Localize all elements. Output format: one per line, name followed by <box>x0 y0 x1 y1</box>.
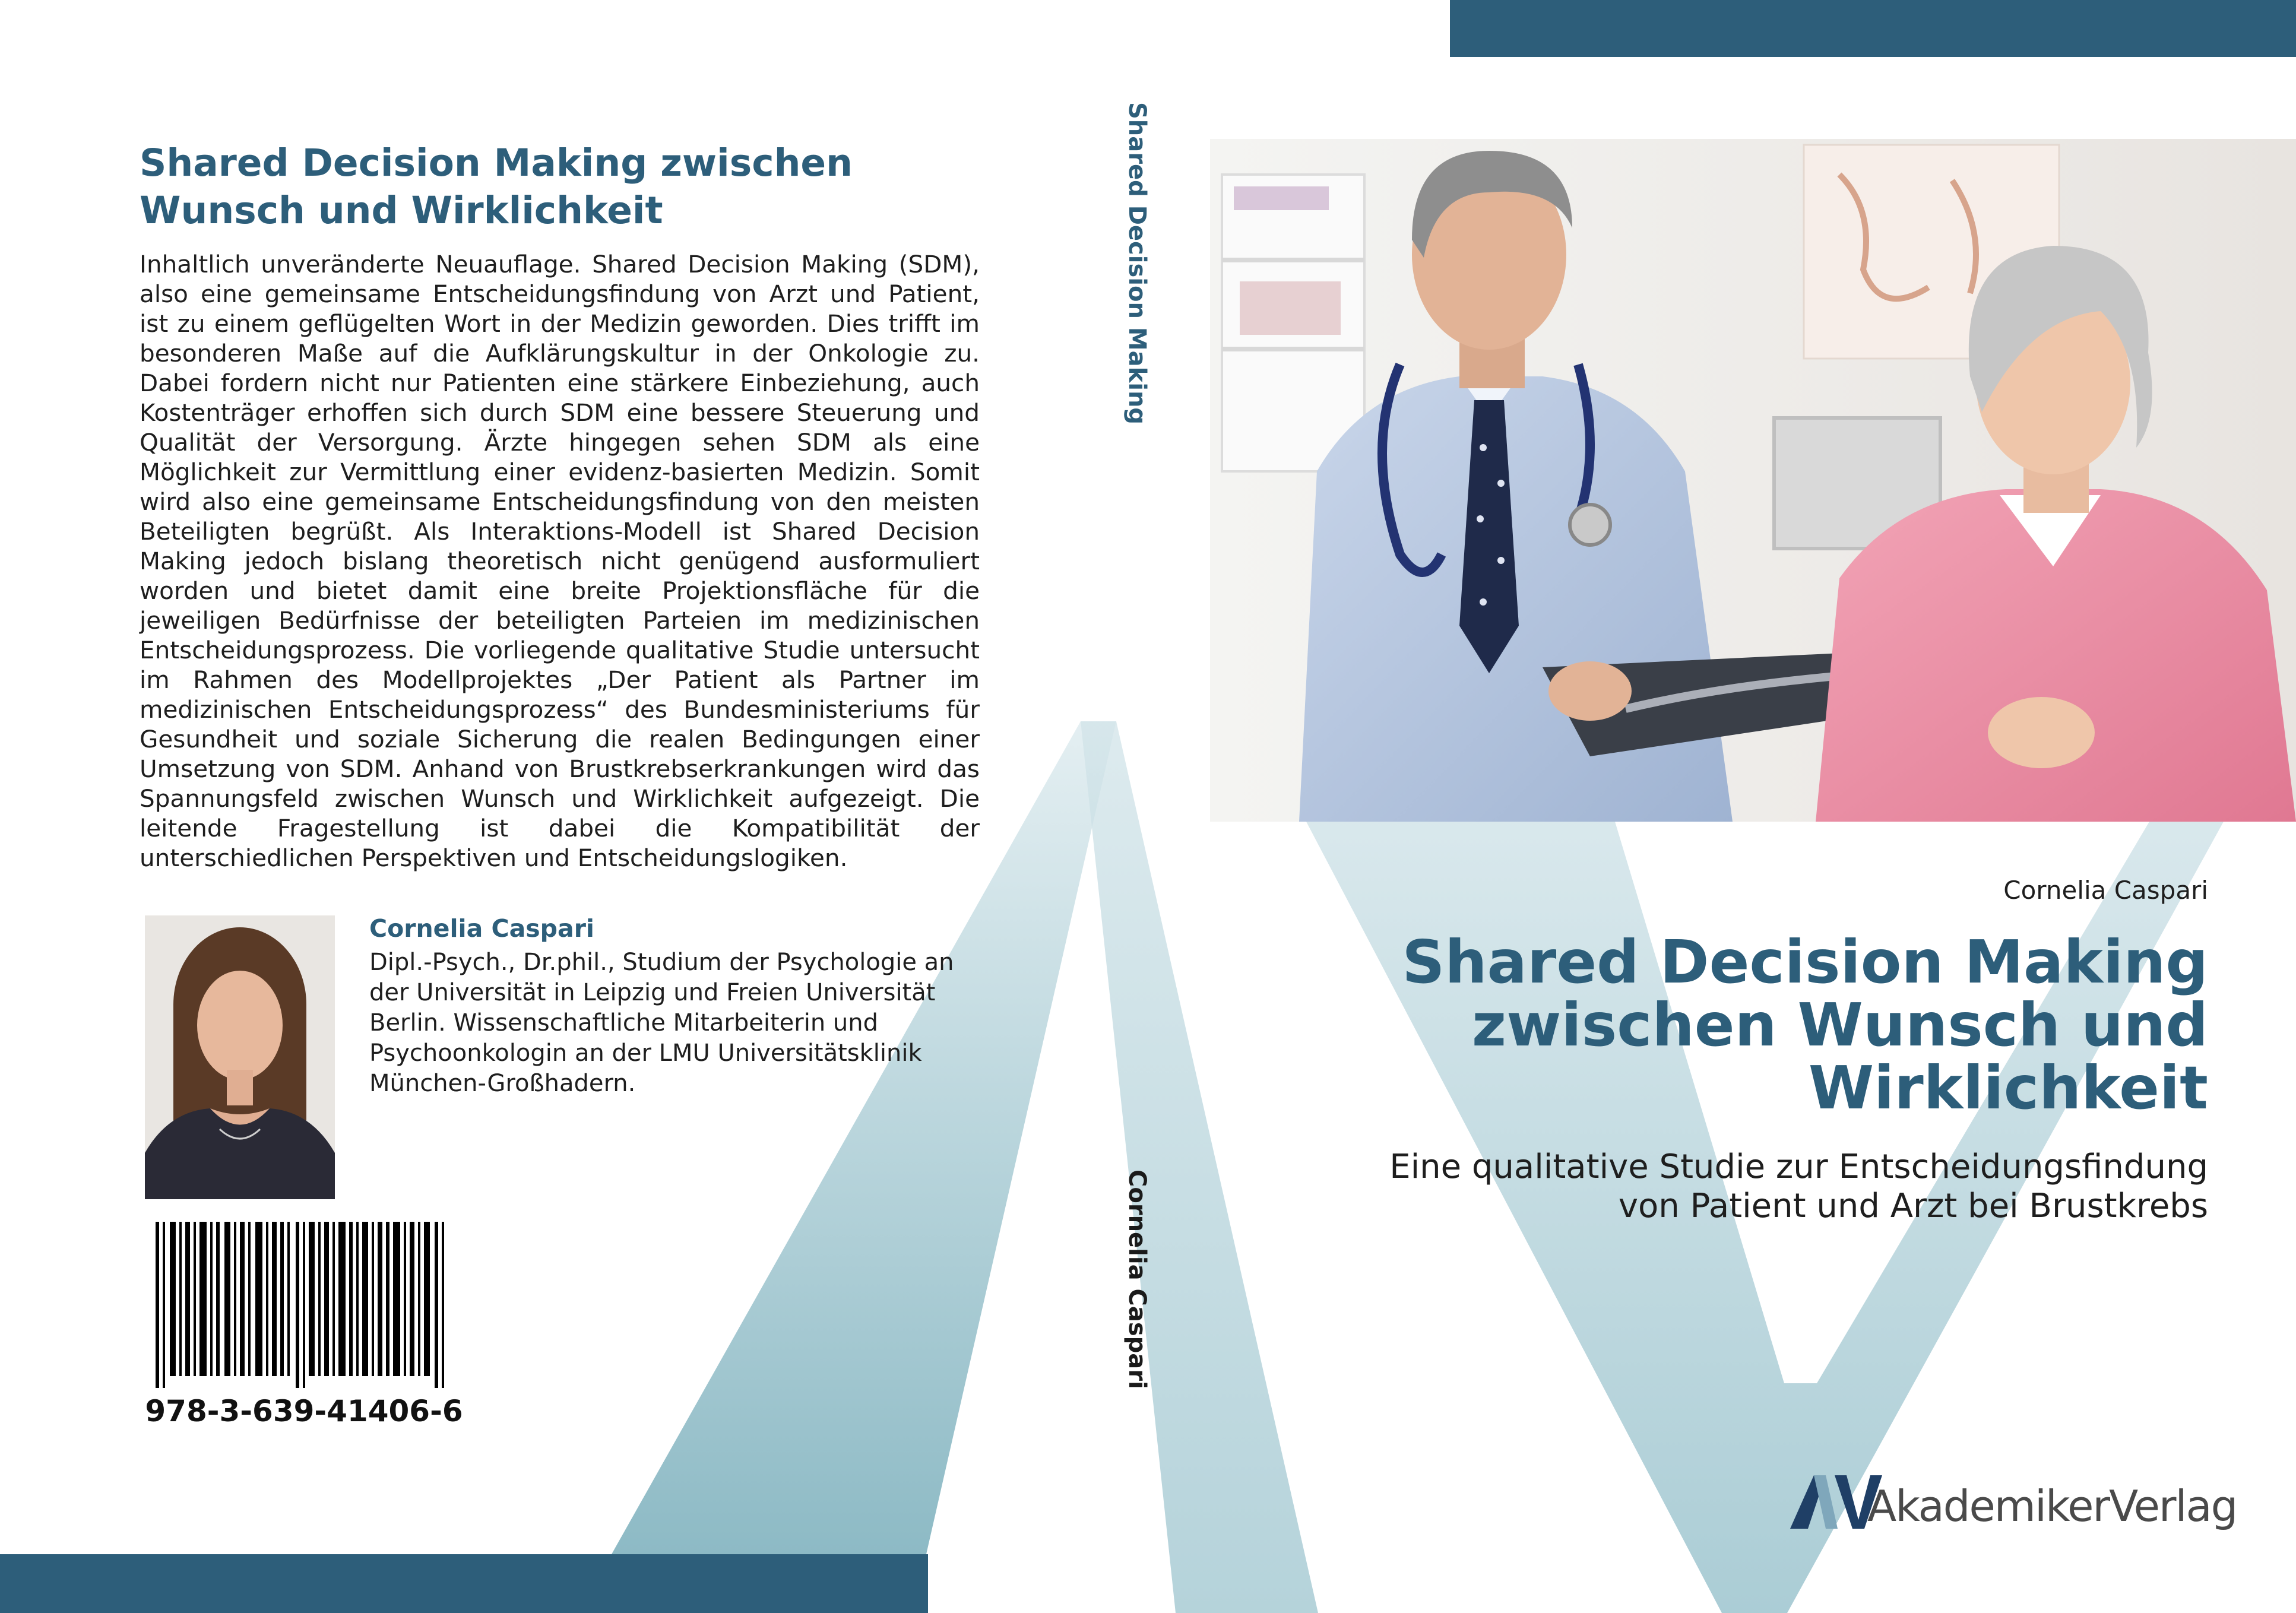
barcode-icon <box>153 1222 462 1388</box>
top-color-band <box>1450 0 2296 57</box>
back-author-name: Cornelia Caspari <box>369 914 594 943</box>
bottom-color-band <box>0 1554 928 1613</box>
spine-title: Shared Decision Making <box>1123 102 1151 425</box>
front-title <box>1377 927 2208 1123</box>
back-cover-blurb: Inhaltlich unveränderte Neuauflage. Shared Decision Making (SDM), also eine gemeinsame Entscheidungsfindung von Arzt und Patient, ist zu einem geflügelten Wort in der Medizin geworden. Dies trifft im besonderen Maße auf die Aufklärungskultur in der Onkologie zu. Dabei fordern nicht nur Patienten eine stärkere Einbeziehung, auch Kostenträger erhoffen sich durch SDM eine bessere Steuerung und Qualität der Versorgung. Ärzte hingegen sehen SDM als eine Möglichkeit zur Vermittlung einer evidenz-basierten Medizin. Somit wird also eine gemeinsame Entscheidungsfindung von den meisten Beteiligten begrüßt. Als Interaktions-Modell ist Shared Decision Making jedoch bislang theoretisch nicht genügend ausformuliert worden und bietet damit eine breite Projektionsfläche für die jeweiligen Bedürfnisse der beteiligten Parteien im medizinischen Entscheidungsprozess. Die vorliegende qualitative Studie untersucht im Rahmen des Modellprojektes „Der Patient als Partner im medizinischen Entscheidungsprozess“ des Bundesministeriums für Gesundheit und soziale Sicherung die realen Bedingungen einer Umsetzung von SDM. Anhand von Brustkrebserkrankungen wird das Spannungsfeld zwischen Wunsch und Wirklichkeit aufgezeigt. Die leitende Fragestellung ist dabei die Kompatibilität der unterschiedlichen Perspektiven und Entscheidungslogiken. <box>140 250 980 872</box>
back-author-bio: Dipl.-Psych., Dr.phil., Studium der Psychologie an der Universität in Leipzig und Freien Universität Berlin. Wissenschaftliche Mitarbeiterin und Psychoonkologin an der LMU Universitätsklinik München-Großhadern. <box>369 949 954 1097</box>
publisher-name: AkademikerVerlag <box>1867 1481 2237 1531</box>
isbn-number: 978-3-639-41406-6 <box>145 1394 463 1428</box>
front-subtitle <box>1288 1148 2208 1226</box>
back-cover-title: Shared Decision Making zwischen Wunsch und Wirklichkeit <box>140 141 853 232</box>
front-subtitle-line: Eine qualitative Studie zur Entscheidungsfindung <box>1389 1148 2208 1186</box>
spine-author: Cornelia Caspari <box>1123 1170 1151 1389</box>
cover-photo-doctor-patient-icon <box>1210 139 2296 822</box>
front-title-line: Wirklichkeit <box>1808 1053 2208 1123</box>
author-portrait-icon <box>145 915 335 1199</box>
front-title-line: Shared Decision Making <box>1402 927 2208 997</box>
front-subtitle-line: von Patient und Arzt bei Brustkrebs <box>1618 1187 2208 1225</box>
front-author: Cornelia Caspari <box>2003 876 2208 905</box>
front-title-line: zwischen Wunsch und <box>1471 990 2208 1060</box>
